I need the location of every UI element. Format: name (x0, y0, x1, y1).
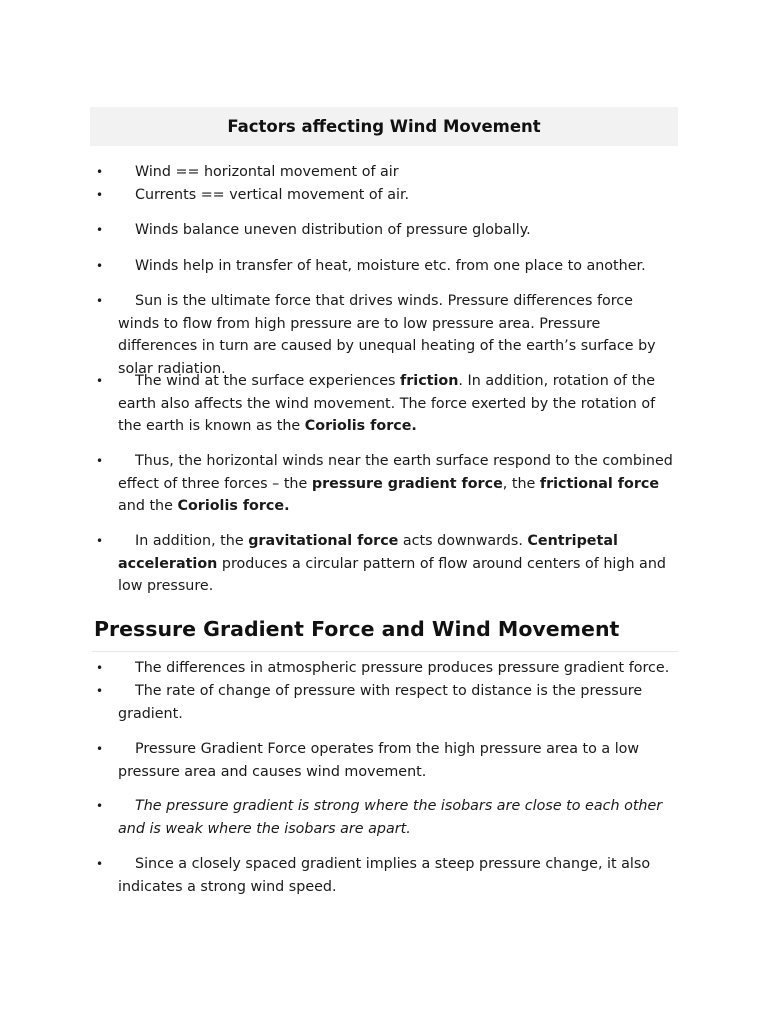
list-item-text (118, 255, 676, 278)
text-run: The rate of change of pressure with respect to distance is the pressure gradient. (118, 683, 643, 722)
list-item-text (118, 184, 676, 207)
section-heading: Pressure Gradient Force and Wind Movement (94, 617, 620, 641)
list-item (96, 450, 676, 518)
text-run: Winds help in transfer of heat, moisture etc. from one place to another. (135, 258, 646, 274)
list-item-text (118, 795, 676, 840)
bold-term: Centripetal acceleration (118, 533, 618, 572)
text-run: Thus, the horizontal winds near the earth surface respond to the combined effect of three forces – the (118, 453, 673, 492)
bold-term: frictional force (539, 475, 660, 492)
bullet-icon: • (96, 684, 104, 698)
text-run: Currents == vertical movement of air. (135, 187, 410, 203)
list-item (96, 738, 676, 783)
list-item-text (118, 530, 676, 598)
title-banner (90, 107, 678, 146)
heading-divider (92, 651, 678, 652)
list-item-text (118, 657, 676, 680)
list-item-text (118, 370, 676, 438)
bullet-icon: • (96, 857, 104, 871)
text-run: Since a closely spaced gradient implies a steep pressure change, it also indicates a strong wind speed. (118, 856, 651, 895)
bullet-icon: • (96, 742, 104, 756)
list-item (96, 795, 676, 840)
text-run: , the (502, 475, 540, 492)
bullet-icon: • (96, 259, 104, 273)
text-run: Winds balance uneven distribution of pressure globally. (135, 222, 531, 238)
list-item (96, 680, 676, 725)
bullet-icon: • (96, 454, 104, 468)
bold-term: pressure gradient force (311, 475, 503, 492)
bullet-icon: • (96, 534, 104, 548)
bullet-icon: • (96, 661, 104, 675)
list-item-text (118, 450, 676, 518)
list-item-text (118, 219, 676, 242)
list-item-text (118, 680, 676, 725)
text-run: Pressure Gradient Force operates from the high pressure area to a low pressure area and causes wind movement. (118, 741, 640, 780)
text-run: produces a circular pattern of flow around centers of high and low pressure. (118, 555, 666, 594)
bold-term: Coriolis force. (177, 498, 290, 514)
list-item (96, 370, 676, 438)
list-item (96, 530, 676, 598)
bullet-icon: • (96, 294, 104, 308)
list-item-text (118, 290, 676, 380)
bullet-icon: • (96, 223, 104, 237)
bullet-icon: • (96, 165, 104, 179)
bullet-icon: • (96, 799, 104, 813)
bullet-icon: • (96, 374, 104, 388)
list-item (96, 853, 676, 898)
text-run: acts downwards. (398, 533, 528, 549)
text-run: . In addition, rotation of the earth also affects the wind movement. The force exerted by the rotation of the earth is known as the (118, 373, 656, 434)
text-run: and the (118, 498, 178, 514)
list-item-text (118, 853, 676, 898)
text-run: The differences in atmospheric pressure produces pressure gradient force. (135, 660, 670, 676)
list-item (96, 255, 676, 278)
list-item-text (118, 738, 676, 783)
bullet-icon: • (96, 188, 104, 202)
list-item (96, 290, 676, 380)
text-run: Wind == horizontal movement of air (135, 164, 399, 180)
bold-term: friction (400, 373, 459, 389)
bold-term: Coriolis force. (304, 418, 417, 434)
page-title: Factors affecting Wind Movement (227, 117, 541, 136)
text-run: In addition, the (135, 533, 249, 549)
text-run: The wind at the surface experiences (135, 373, 401, 389)
italic-text: The pressure gradient is strong where the isobars are close to each other and is weak where the isobars are apart. (118, 798, 663, 837)
bold-term: gravitational force (248, 533, 399, 549)
list-item (96, 161, 676, 184)
list-item (96, 184, 676, 207)
list-item (96, 657, 676, 680)
list-item-text (118, 161, 676, 184)
text-run: Sun is the ultimate force that drives winds. Pressure differences force winds to flow from high pressure are to low pressure area. Pressure differences in turn are caused by unequal heating of the earth’s surface by solar radiation. (118, 293, 656, 377)
list-item (96, 219, 676, 242)
